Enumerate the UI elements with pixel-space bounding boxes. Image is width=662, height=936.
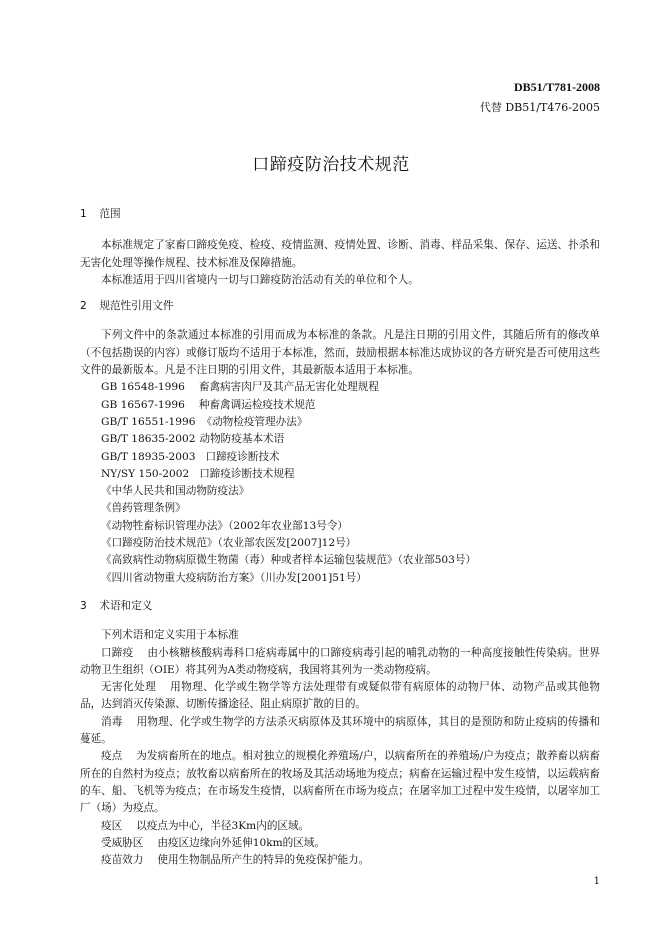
reference-item <box>101 466 600 483</box>
reference-document: 《高致病性动物病原微生物菌（毒）种或者样本运输包装规范》（农业部503号） <box>101 554 477 567</box>
term-text: 用物理、化学或生物学的方法杀灭病原体及其环境中的病原体，其目的是预防和防止疫病的传播和蔓延。 <box>80 715 601 746</box>
reference-document: 《四川省动物重大疫病防治方案》（川办发[2001]51号） <box>101 571 367 584</box>
term-text: 由疫区边缘向外延伸10km的区域。 <box>157 836 326 849</box>
paragraph: 下列术语和定义实用于本标准 <box>101 629 239 642</box>
term-name: 疫区 <box>101 819 123 832</box>
term-definition <box>80 645 600 680</box>
document-title: 口蹄疫防治技术规范 <box>252 155 410 175</box>
reference-title: 口蹄疫诊断技术规程 <box>199 467 295 480</box>
document-body <box>80 206 600 869</box>
section-heading-scope <box>80 206 600 223</box>
term-text: 使用生物制品所产生的特异的免疫保护能力。 <box>157 854 370 867</box>
paragraph: 本标准适用于四川省境内一切与口蹄疫防治活动有关的单位和个人。 <box>101 273 419 286</box>
reference-title: 种畜禽调运检疫技术规范 <box>198 398 316 411</box>
term-definition <box>80 835 600 852</box>
term-text: 用物理、化学或生物学等方法处理带有或疑似带有病原体的动物尸体、动物产品或其他物品，达到消灭传染源、切断传播途径、阻止病原扩散的目的。 <box>80 681 601 711</box>
term-name: 疫点 <box>101 750 123 763</box>
reference-code: NY/SY 150-2002 <box>101 467 190 480</box>
reference-item <box>101 379 600 396</box>
paragraph: 本标准规定了家畜口蹄疫免疫、检疫、疫情监测、疫情处置、诊断、消毒、样品采集、保存、运送、扑杀和无害化处理等操作规程、技术标准及保障措施。 <box>80 239 600 269</box>
section-heading-terms-definitions <box>80 598 600 615</box>
paragraph: 下列文件中的条款通过本标准的引用而成为本标准的条款。凡是注日期的引用文件，其随后所有的修改单（不包括勘误的内容）或修订版均不适用于本标准，然而，鼓励根据本标准达成协议的各方研究是否可使用这些文件的最新版本。凡是不注日期的引用文件，其最新版本适用于本标准。 <box>80 329 600 377</box>
section-number: 1 <box>80 208 87 220</box>
section-number: 3 <box>80 599 87 612</box>
reference-title: 动物防疫基本术语 <box>199 433 285 446</box>
term-text: 为发病畜所在的地点。相对独立的规模化养殖场/户，以病畜所在的养殖场/户为疫点；散养畜以病畜所在的自然村为疫点；放牧畜以病畜所在的牧场及其活动场地为疫点；病畜在运输过程中发生疫情，以运载病畜的车、船、飞机等为疫点；在市场发生疫情，以病畜所在市场为疫点；在屠宰加工过程中发生疫情，以屠宰加工厂（场）为疫点。 <box>80 750 601 815</box>
term-name: 口蹄疫 <box>101 646 134 659</box>
page-number: 1 <box>593 876 600 887</box>
reference-code: GB/T 18635-2002 <box>101 433 196 446</box>
reference-document: 《中华人民共和国动物防疫法》 <box>101 485 250 498</box>
reference-item <box>101 449 600 466</box>
term-definition <box>80 714 600 749</box>
standard-code: DB51/T781-2008 <box>513 80 600 94</box>
reference-item <box>101 397 600 414</box>
term-definition <box>80 852 600 869</box>
term-name: 无害化处理 <box>101 681 157 694</box>
term-name: 受威胁区 <box>101 836 144 849</box>
reference-code: GB 16567-1996 <box>101 398 185 411</box>
term-text: 以疫点为中心，半径3Km内的区域。 <box>136 819 310 832</box>
term-definition <box>80 679 600 714</box>
reference-code: GB/T 16551-1996 <box>101 415 196 428</box>
section-title: 规范性引用文件 <box>99 300 174 313</box>
term-definition <box>80 818 600 835</box>
reference-document: 《口蹄疫防治技术规范》（农业部农医发[2007]12号） <box>101 537 357 550</box>
reference-title: 畜禽病害肉尸及其产品无害化处理规程 <box>198 381 379 394</box>
term-definition <box>80 748 600 817</box>
reference-code: GB/T 18935-2003 <box>101 450 196 463</box>
section-title: 范围 <box>99 208 121 220</box>
term-name: 疫苗效力 <box>101 854 144 867</box>
section-title: 术语和定义 <box>99 599 153 612</box>
reference-item <box>101 431 600 448</box>
section-heading-normative-references <box>80 298 600 315</box>
reference-code: GB 16548-1996 <box>101 381 185 394</box>
reference-title: 《动物检疫管理办法》 <box>201 415 308 428</box>
reference-item <box>101 414 600 431</box>
term-text: 由小核糖核酸病毒科口疮病毒属中的口蹄疫病毒引起的哺乳动物的一种高度接触性传染病。世界动物卫生组织（OIE）将其列为A类动物疫病，我国将其列为一类动物疫病。 <box>80 646 601 676</box>
replaces-standard: 代替 DB51/T476-2005 <box>479 101 600 114</box>
reference-title: 口蹄疫诊断技术 <box>205 450 280 463</box>
section-number: 2 <box>80 300 87 313</box>
reference-document: 《兽药管理条例》 <box>101 502 186 515</box>
term-name: 消毒 <box>101 715 123 728</box>
reference-document: 《动物牲畜标识管理办法》（2002年农业部13号令） <box>101 519 349 532</box>
